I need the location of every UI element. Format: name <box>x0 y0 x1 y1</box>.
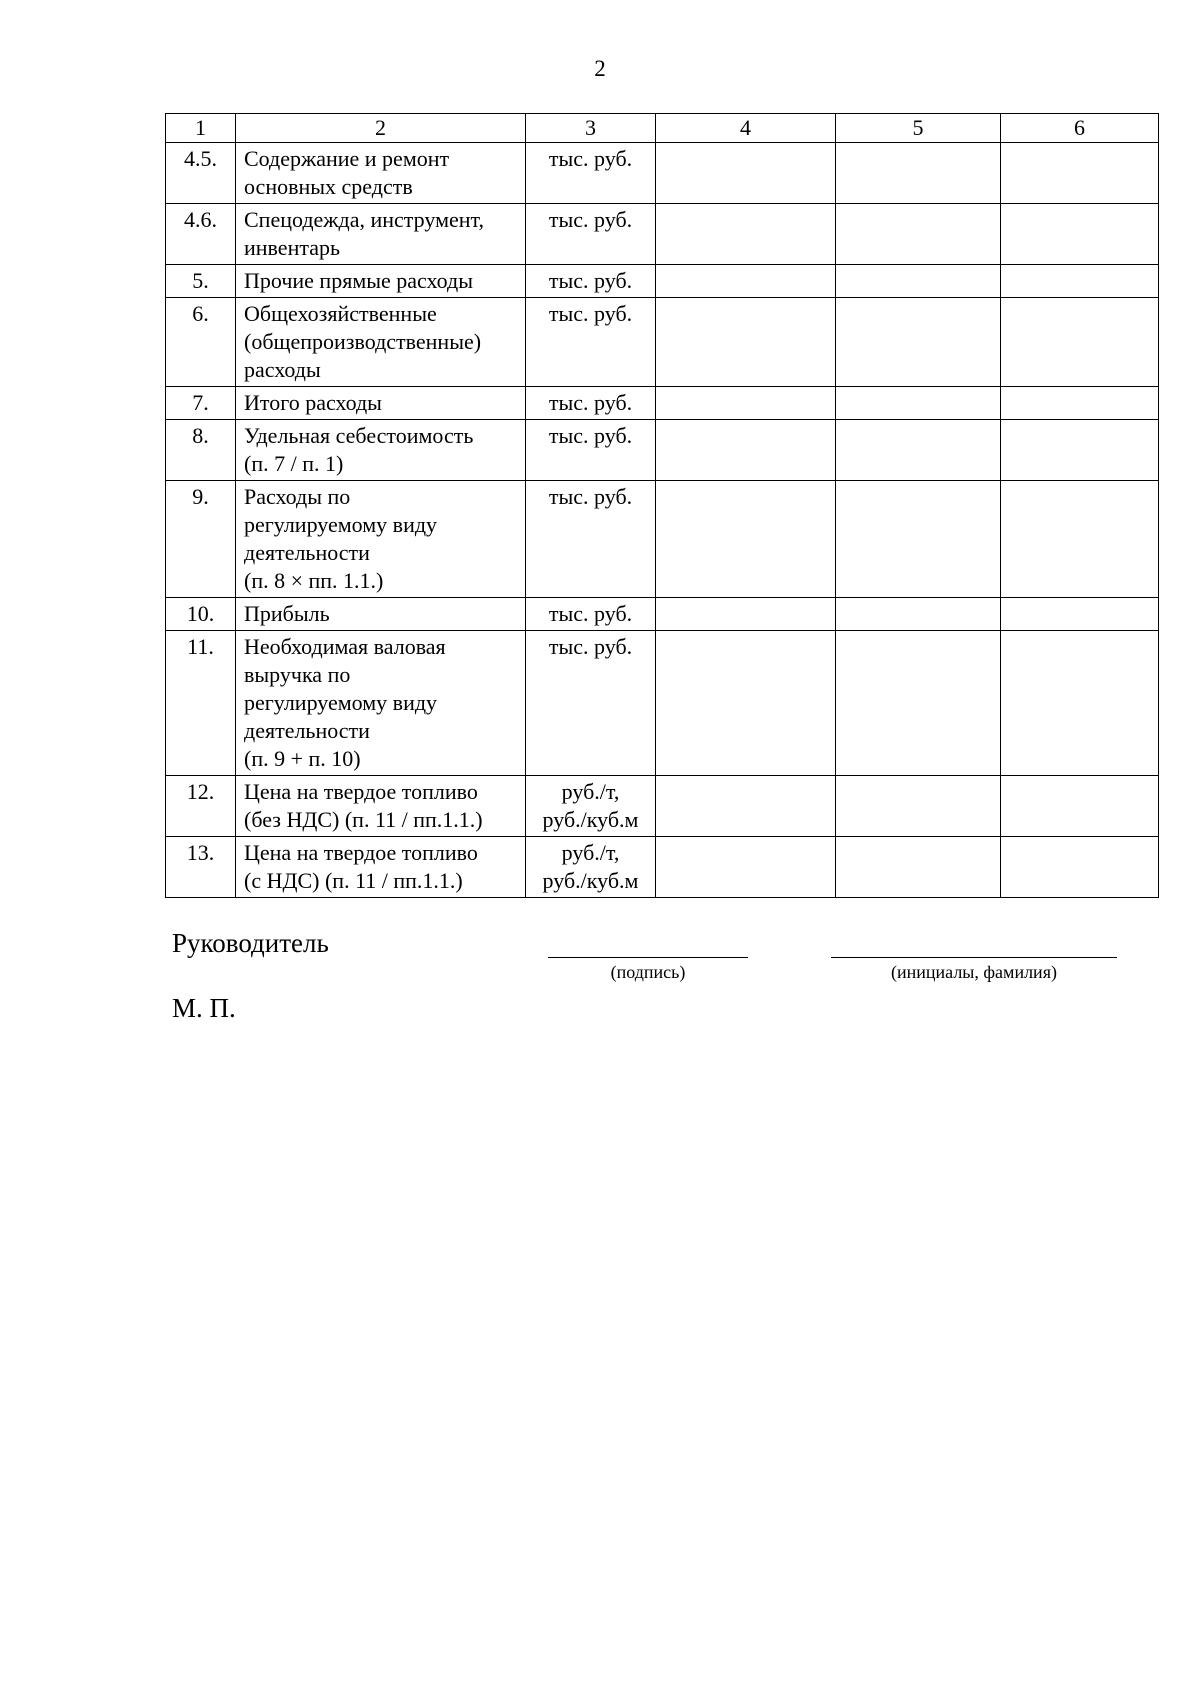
table-row <box>166 298 1159 387</box>
seal-label: М. П. <box>172 993 236 1023</box>
cost-table <box>165 113 1159 898</box>
value-cell[interactable] <box>656 298 836 387</box>
column-header: 5 <box>836 114 1001 143</box>
row-indicator-name: Расходы по регулируемому виду деятельности (п. 8 × пп. 1.1.) <box>236 481 526 598</box>
row-number: 13. <box>166 837 236 898</box>
value-cell[interactable] <box>836 143 1001 204</box>
row-number: 4.6. <box>166 204 236 265</box>
row-number: 6. <box>166 298 236 387</box>
row-number: 4.5. <box>166 143 236 204</box>
row-indicator-name: Итого расходы <box>236 387 526 420</box>
table-row <box>166 631 1159 776</box>
row-unit: руб./т, руб./куб.м <box>526 837 656 898</box>
table-row <box>166 837 1159 898</box>
row-unit: тыс. руб. <box>526 598 656 631</box>
value-cell[interactable] <box>1001 265 1159 298</box>
row-indicator-name: Необходимая валовая выручка по регулируемому виду деятельности (п. 9 + п. 10) <box>236 631 526 776</box>
row-indicator-name: Цена на твердое топливо (без НДС) (п. 11 / пп.1.1.) <box>236 776 526 837</box>
value-cell[interactable] <box>836 598 1001 631</box>
row-unit: тыс. руб. <box>526 387 656 420</box>
table-row <box>166 776 1159 837</box>
row-unit: тыс. руб. <box>526 481 656 598</box>
value-cell[interactable] <box>836 481 1001 598</box>
value-cell[interactable] <box>1001 204 1159 265</box>
table-row <box>166 387 1159 420</box>
value-cell[interactable] <box>836 387 1001 420</box>
row-number: 9. <box>166 481 236 598</box>
page-number: 2 <box>594 56 606 81</box>
value-cell[interactable] <box>656 631 836 776</box>
value-cell[interactable] <box>656 143 836 204</box>
row-indicator-name: Общехозяйственные (общепроизводственные) расходы <box>236 298 526 387</box>
value-cell[interactable] <box>836 265 1001 298</box>
row-unit: тыс. руб. <box>526 420 656 481</box>
value-cell[interactable] <box>1001 598 1159 631</box>
value-cell[interactable] <box>656 265 836 298</box>
row-number: 5. <box>166 265 236 298</box>
table-row <box>166 420 1159 481</box>
value-cell[interactable] <box>836 420 1001 481</box>
value-cell[interactable] <box>1001 420 1159 481</box>
row-number: 12. <box>166 776 236 837</box>
value-cell[interactable] <box>656 776 836 837</box>
value-cell[interactable] <box>656 481 836 598</box>
row-unit: тыс. руб. <box>526 204 656 265</box>
value-cell[interactable] <box>836 837 1001 898</box>
table-row <box>166 481 1159 598</box>
row-number: 7. <box>166 387 236 420</box>
row-indicator-name: Спецодежда, инструмент, инвентарь <box>236 204 526 265</box>
table-row <box>166 265 1159 298</box>
value-cell[interactable] <box>1001 143 1159 204</box>
table-row <box>166 143 1159 204</box>
table-header-row <box>166 114 1159 143</box>
value-cell[interactable] <box>836 298 1001 387</box>
signature-line <box>548 957 748 958</box>
value-cell[interactable] <box>1001 481 1159 598</box>
name-line <box>831 957 1117 958</box>
row-indicator-name: Прочие прямые расходы <box>236 265 526 298</box>
table-body <box>166 114 1159 898</box>
row-unit: тыс. руб. <box>526 265 656 298</box>
row-indicator-name: Удельная себестоимость (п. 7 / п. 1) <box>236 420 526 481</box>
value-cell[interactable] <box>1001 837 1159 898</box>
column-header: 1 <box>166 114 236 143</box>
value-cell[interactable] <box>1001 776 1159 837</box>
value-cell[interactable] <box>656 598 836 631</box>
value-cell[interactable] <box>836 631 1001 776</box>
column-header: 2 <box>236 114 526 143</box>
name-caption: (инициалы, фамилия) <box>891 962 1057 982</box>
value-cell[interactable] <box>1001 631 1159 776</box>
row-indicator-name: Содержание и ремонт основных средств <box>236 143 526 204</box>
value-cell[interactable] <box>1001 298 1159 387</box>
row-number: 10. <box>166 598 236 631</box>
row-unit: тыс. руб. <box>526 631 656 776</box>
column-header: 3 <box>526 114 656 143</box>
signature-caption: (подпись) <box>610 962 686 982</box>
value-cell[interactable] <box>656 387 836 420</box>
table-row <box>166 204 1159 265</box>
value-cell[interactable] <box>656 204 836 265</box>
value-cell[interactable] <box>836 204 1001 265</box>
row-number: 11. <box>166 631 236 776</box>
value-cell[interactable] <box>1001 387 1159 420</box>
row-unit: руб./т, руб./куб.м <box>526 776 656 837</box>
column-header: 6 <box>1001 114 1159 143</box>
row-unit: тыс. руб. <box>526 298 656 387</box>
value-cell[interactable] <box>656 837 836 898</box>
row-unit: тыс. руб. <box>526 143 656 204</box>
value-cell[interactable] <box>836 776 1001 837</box>
row-indicator-name: Прибыль <box>236 598 526 631</box>
row-number: 8. <box>166 420 236 481</box>
column-header: 4 <box>656 114 836 143</box>
table-row <box>166 598 1159 631</box>
value-cell[interactable] <box>656 420 836 481</box>
signer-title: Руководитель <box>172 928 329 958</box>
row-indicator-name: Цена на твердое топливо (с НДС) (п. 11 / пп.1.1.) <box>236 837 526 898</box>
